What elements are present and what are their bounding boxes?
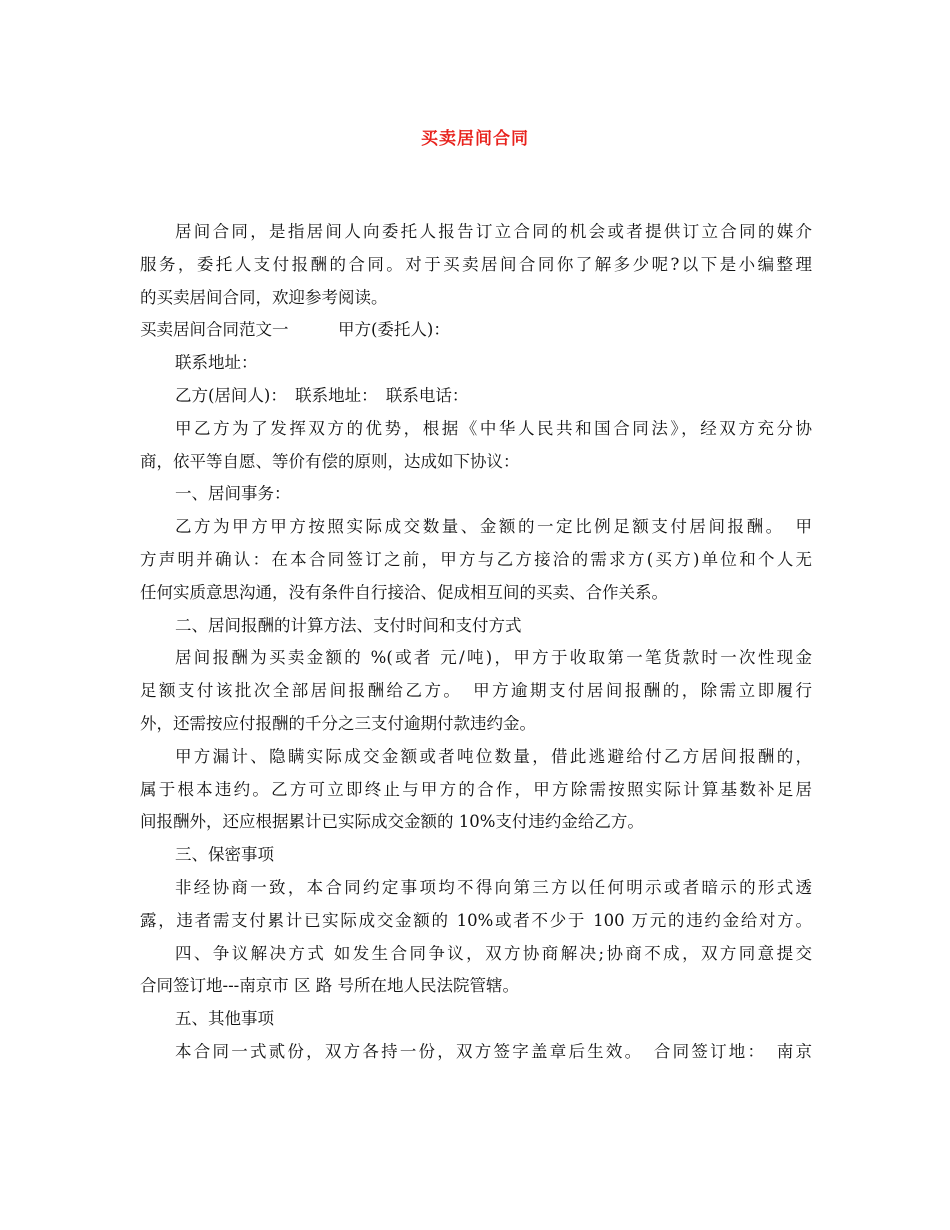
section-heading: 三、保密事项 (175, 845, 274, 865)
text-line: 方声明并确认：在本合同签订之前，甲方与乙方接洽的需求方(买方)单位和个人无 (140, 549, 812, 569)
section-heading: 二、居间报酬的计算方法、支付时间和支付方式 (175, 615, 522, 635)
text-line: 居间报酬为买卖金额的 %(或者 元/吨)，甲方于收取第一笔货款时一次性现金 (175, 648, 812, 668)
text-line: 的买卖居间合同，欢迎参考阅读。 (140, 287, 388, 307)
text-line: 任何实质意思沟通，没有条件自行接洽、促成相互间的买卖、合作关系。 (140, 582, 668, 602)
text-line: 属于根本违约。乙方可立即终止与甲方的合作，甲方除需按照实际计算基数补足居 (140, 779, 812, 799)
text-line: 非经协商一致，本合同约定事项均不得向第三方以任何明示或者暗示的形式透 (175, 877, 812, 897)
text-line: 本合同一式贰份，双方各持一份，双方签字盖章后生效。 合同签订地： 南京 (175, 1041, 812, 1061)
text-line: 买卖居间合同范文一 甲方(委托人)： (140, 320, 450, 340)
text-line: 乙方为甲方甲方按照实际成交数量、金额的一定比例足额支付居间报酬。 甲 (175, 517, 812, 537)
text-line: 合同签订地---南京市 区 路 号所在地人民法院管辖。 (140, 976, 519, 996)
text-line: 露，违者需支付累计已实际成交金额的 10%或者不少于 100 万元的违约金给对方。 (140, 910, 812, 930)
text-line: 联系地址： (175, 353, 258, 373)
section-heading: 五、其他事项 (175, 1009, 274, 1029)
text-line: 服务，委托人支付报酬的合同。对于买卖居间合同你了解多少呢?以下是小编整理 (140, 254, 812, 274)
text-line: 四、争议解决方式 如发生合同争议，双方协商解决;协商不成，双方同意提交 (175, 943, 812, 963)
text-line: 甲方漏计、隐瞒实际成交金额或者吨位数量，借此逃避给付乙方居间报酬的， (175, 746, 812, 766)
text-line: 乙方(居间人)： 联系地址： 联系电话： (175, 385, 469, 405)
text-line: 间报酬外，还应根据累计已实际成交金额的 10%支付违约金给乙方。 (140, 812, 644, 832)
document-body (140, 216, 812, 1069)
text-line: 外，还需按应付报酬的千分之三支付逾期付款违约金。 (140, 713, 536, 733)
text-line: 居间合同，是指居间人向委托人报告订立合同的机会或者提供订立合同的媒介 (175, 222, 812, 241)
section-heading: 一、居间事务： (175, 484, 291, 504)
text-line: 甲乙方为了发挥双方的优势，根据《中华人民共和国合同法》，经双方充分协 (175, 418, 812, 438)
text-line: 足额支付该批次全部居间报酬给乙方。 甲方逾期支付居间报酬的，除需立即履行 (140, 681, 812, 701)
text-line: 商，依平等自愿、等价有偿的原则，达成如下协议： (140, 451, 520, 471)
document-title: 买卖居间合同 (421, 129, 529, 149)
